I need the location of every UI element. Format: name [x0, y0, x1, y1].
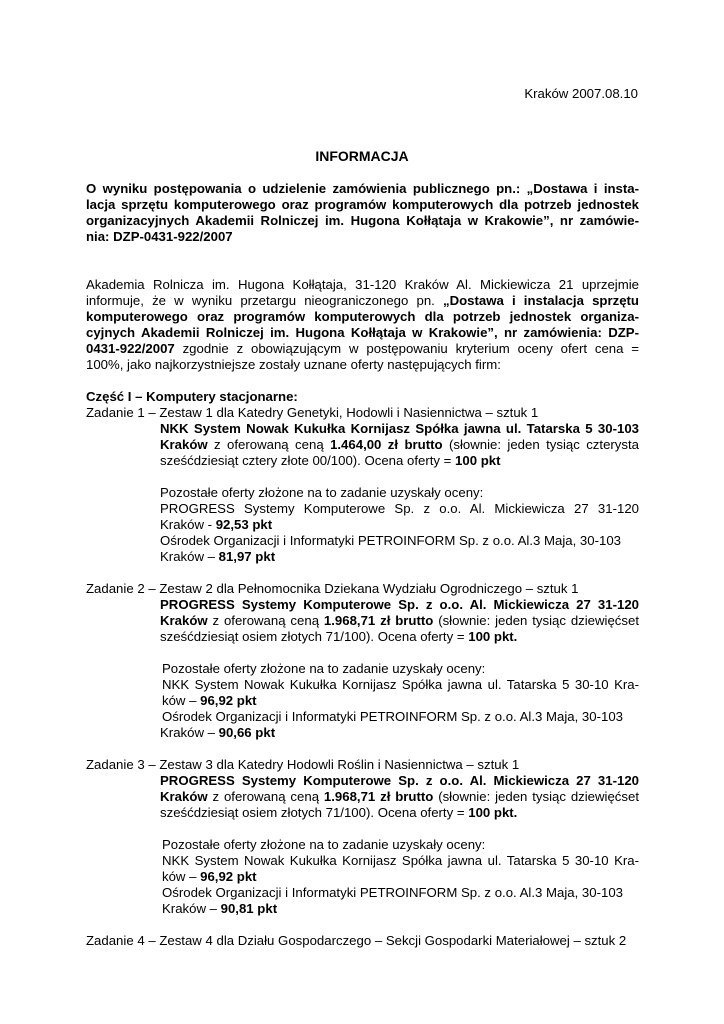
- task4-title: Zadanie 4 – Zestaw 4 dla Działu Gospodarczego – Sekcji Gospodarki Materiałowej – sztuk 2: [86, 933, 627, 948]
- task3-other1-line-1: NKK System Nowak Kukułka Kornijasz Spółka jawna ul. Tatarska 5 30-10 Kra-: [162, 853, 639, 868]
- part1-heading: Część I – Komputery stacjonarne:: [86, 389, 298, 404]
- subject-line-1: O wyniku postępowania o udzielenie zamówienia publicznego pn.: „Dostawa i insta-: [86, 181, 639, 196]
- task1-other2-line-2: [160, 549, 275, 565]
- intro-line-5-plain: zgodnie z obowiązującym w postępowaniu kryterium oceny ofert cena =: [174, 341, 639, 356]
- task3-other1-score: 96,92 pkt: [200, 869, 257, 884]
- task3-winner-line-1: PROGRESS Systemy Komputerowe Sp. z o.o. Al. Mickiewicza 27 31-120: [160, 773, 639, 788]
- task1-other2-line-1: Ośrodek Organizacji i Informatyki PETROINFORM Sp. z o.o. Al.3 Maja, 30-103: [160, 533, 621, 548]
- task2-price-words-a: (słownie: jeden tysiąc dziewięćset: [433, 613, 639, 628]
- task2-other1-score: 96,92 pkt: [200, 693, 257, 708]
- task1-offer-text: z oferowaną ceną: [207, 437, 331, 452]
- subject-line-4: nia: DZP-0431-922/2007: [86, 229, 233, 244]
- subject-line-3: organizacyjnych Akademii Rolniczej im. Hugona Kołłątaja w Krakowie”, nr zamówie-: [86, 213, 639, 228]
- task3-others-intro: Pozostałe oferty złożone na to zadanie uzyskały oceny:: [162, 837, 486, 852]
- place-date: Kraków 2007.08.10: [524, 86, 638, 101]
- task3-other2-city: Kraków –: [162, 901, 221, 916]
- task1-other2-score: 81,97 pkt: [218, 549, 276, 564]
- task1-winner-line-1: NKK System Nowak Kukułka Kornijasz Spółka jawna ul. Tatarska 5 30-103: [160, 421, 639, 436]
- task1-other1-score: 92,53 pkt: [215, 517, 273, 532]
- task1-price-words-b: sześćdziesiąt cztery złote 00/100). Ocena oferty =: [160, 453, 456, 468]
- task2-winner-line-1: PROGRESS Systemy Komputerowe Sp. z o.o. Al. Mickiewicza 27 31-120: [160, 597, 639, 612]
- task3-other2-line-1: Ośrodek Organizacji i Informatyki PETROINFORM Sp. z o.o. Al.3 Maja, 30-103: [162, 885, 623, 900]
- task2-other1-line-1: NKK System Nowak Kukułka Kornijasz Spółka jawna ul. Tatarska 5 30-10 Kra-: [162, 677, 639, 692]
- task3-price-words-a: (słownie: jeden tysiąc dziewięćset: [433, 789, 639, 804]
- intro-line-6: 100%, jako najkorzystniejsze zostały uznane oferty następujących firm:: [86, 357, 501, 372]
- task1-winner-city: Kraków: [160, 437, 208, 452]
- task2-other1-city: ków –: [162, 693, 201, 708]
- task1-other2-city: Kraków –: [160, 549, 219, 564]
- task2-title: Zadanie 2 – Zestaw 2 dla Pełnomocnika Dziekana Wydziału Ogrodniczego – sztuk 1: [86, 581, 579, 596]
- task2-score: 100 pkt.: [468, 629, 518, 644]
- task3-other2-score: 90,81 pkt: [220, 901, 278, 916]
- task3-score: 100 pkt.: [468, 805, 518, 820]
- task2-others-intro: Pozostałe oferty złożone na to zadanie uzyskały oceny:: [162, 661, 486, 676]
- task2-other2-score: 90,66 pkt: [218, 725, 276, 740]
- task2-other2-line-1: Ośrodek Organizacji i Informatyki PETROINFORM Sp. z o.o. Al.3 Maja, 30-103: [162, 709, 623, 724]
- task1-title: Zadanie 1 – Zestaw 1 dla Katedry Genetyki, Hodowli i Nasiennictwa – sztuk 1: [86, 405, 539, 420]
- task3-other2-line-2: [162, 901, 277, 917]
- task3-other1-city: ków –: [162, 869, 201, 884]
- task1-winner-line-2: [160, 437, 639, 453]
- task1-other1-line-1: PROGRESS Systemy Komputerowe Sp. z o.o. Al. Mickiewicza 27 31-120: [160, 501, 639, 516]
- task1-other1-line-2: [160, 517, 272, 533]
- task1-score: 100 pkt: [455, 453, 501, 468]
- subject-line-2: lacja sprzętu komputerowego oraz programów komputerowych dla potrzeb jednostek: [86, 197, 639, 212]
- intro-line-2-plain: informuje, że w wyniku przetargu nieograniczonego pn.: [86, 293, 443, 308]
- task1-others-intro: Pozostałe oferty złożone na to zadanie uzyskały oceny:: [160, 485, 484, 500]
- intro-line-2: [86, 293, 639, 309]
- task2-other2-line-2: [160, 725, 275, 741]
- intro-line-5: [86, 341, 639, 357]
- task2-price-words-b: sześćdziesiąt osiem złotych 71/100). Ocena oferty =: [160, 629, 469, 644]
- intro-line-2-bold: „Dostawa i instalacja sprzętu: [442, 293, 639, 308]
- task3-title: Zadanie 3 – Zestaw 3 dla Katedry Hodowli Roślin i Nasiennictwa – sztuk 1: [86, 757, 520, 772]
- task3-winner-line-3: [160, 805, 517, 821]
- intro-line-3: komputerowego oraz programów komputerowych dla potrzeb jednostek organiza-: [86, 309, 639, 324]
- task2-offer-text: z oferowaną ceną: [207, 613, 324, 628]
- page-title: INFORMACJA: [315, 148, 409, 164]
- intro-line-1: Akademia Rolnicza im. Hugona Kołłątaja, 31-120 Kraków Al. Mickiewicza 21 uprzejmie: [86, 277, 639, 292]
- task2-winner-line-3: [160, 629, 517, 645]
- intro-order-number: 0431-922/2007: [86, 341, 175, 356]
- task3-price-words-b: sześćdziesiąt osiem złotych 71/100). Ocena oferty =: [160, 805, 469, 820]
- task1-winner-line-3: [160, 453, 500, 469]
- task3-price: 1.968,71 zł brutto: [323, 789, 434, 804]
- task1-price-words-a: (słownie: jeden tysiąc czterysta: [442, 437, 639, 452]
- task2-winner-city: Kraków: [160, 613, 208, 628]
- task2-other1-line-2: [162, 693, 257, 709]
- intro-line-4: cyjnych Akademii Rolniczej im. Hugona Kołłątaja w Krakowie”, nr zamówienia: DZP-: [86, 325, 639, 340]
- task3-winner-line-2: [160, 789, 639, 805]
- task1-other1-city: Kraków -: [160, 517, 216, 532]
- task3-offer-text: z oferowaną ceną: [207, 789, 324, 804]
- task2-other2-city: Kraków –: [160, 725, 219, 740]
- task3-other1-line-2: [162, 869, 257, 885]
- task2-price: 1.968,71 zł brutto: [323, 613, 434, 628]
- task2-winner-line-2: [160, 613, 639, 629]
- task1-price: 1.464,00 zł brutto: [330, 437, 443, 452]
- task3-winner-city: Kraków: [160, 789, 208, 804]
